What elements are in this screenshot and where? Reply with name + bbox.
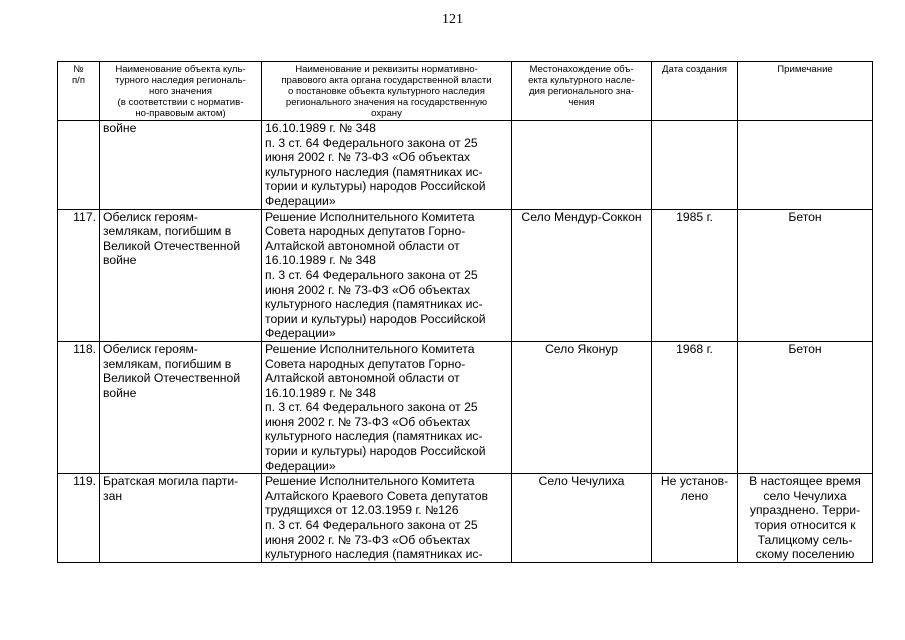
header-object-name: Наименование объекта куль- турного наследия региональ- ного значения (в соответствии с норматив- но-правовым актом) — [100, 62, 262, 121]
legal-act: 16.10.1989 г. № 348 п. 3 ст. 64 Федерального закона от 25 июня 2002 г. № 73-ФЗ «Об объектах культурного наследия (памятниках ис- тории и культуры) народов Российской Федерации» — [262, 121, 512, 210]
page-number: 121 — [442, 12, 463, 27]
header-creation-date: Дата создания — [652, 62, 738, 121]
table-row — [58, 341, 873, 473]
object-name: Братская могила парти- зан — [100, 474, 262, 563]
location — [512, 121, 652, 210]
creation-date: 1985 г. — [652, 209, 738, 341]
row-number: 117. — [58, 209, 100, 341]
header-note: Примечание — [738, 62, 873, 121]
header-legal-act: Наименование и реквизиты нормативно- правового акта органа государственной власти о постановке объекта культурного наследия регионального значения на государственную охрану — [262, 62, 512, 121]
object-name: Обелиск героям- землякам, погибшим в Великой Отечественной войне — [100, 209, 262, 341]
note: Бетон — [738, 209, 873, 341]
legal-act: Решение Исполнительного Комитета Алтайского Краевого Совета депутатов трудящихся от 12.03.1959 г. №126 п. 3 ст. 64 Федерального закона от 25 июня 2002 г. № 73-ФЗ «Об объектах культурного наследия (памятниках ис- — [262, 474, 512, 563]
location: Село Чечулиха — [512, 474, 652, 563]
row-number: 119. — [58, 474, 100, 563]
table-row — [58, 209, 873, 341]
object-name: войне — [100, 121, 262, 210]
row-number — [58, 121, 100, 210]
note — [738, 121, 873, 210]
note: В настоящее время село Чечулиха упразднено. Терри- тория относится к Талицкому сель- скому поселению — [738, 474, 873, 563]
note: Бетон — [738, 341, 873, 473]
creation-date — [652, 121, 738, 210]
table-row — [58, 474, 873, 563]
legal-act: Решение Исполнительного Комитета Совета народных депутатов Горно- Алтайской автономной области от 16.10.1989 г. № 348 п. 3 ст. 64 Федерального закона от 25 июня 2002 г. № 73-ФЗ «Об объектах культурного наследия (памятниках ис- тории и культуры) народов Российской Федерации» — [262, 341, 512, 473]
table-header-row — [58, 62, 873, 121]
row-number: 118. — [58, 341, 100, 473]
location: Село Мендур-Соккон — [512, 209, 652, 341]
table-row — [58, 121, 873, 210]
object-name: Обелиск героям- землякам, погибшим в Великой Отечественной войне — [100, 341, 262, 473]
legal-act: Решение Исполнительного Комитета Совета народных депутатов Горно- Алтайской автономной области от 16.10.1989 г. № 348 п. 3 ст. 64 Федерального закона от 25 июня 2002 г. № 73-ФЗ «Об объектах культурного наследия (памятниках ис- тории и культуры) народов Российской Федерации» — [262, 209, 512, 341]
header-location: Местонахождение объ- екта культурного насле- дия регионального зна- чения — [512, 62, 652, 121]
location: Село Яконур — [512, 341, 652, 473]
creation-date: Не установ- лено — [652, 474, 738, 563]
header-number: № п/п — [58, 62, 100, 121]
creation-date: 1968 г. — [652, 341, 738, 473]
heritage-registry-table — [57, 61, 873, 563]
